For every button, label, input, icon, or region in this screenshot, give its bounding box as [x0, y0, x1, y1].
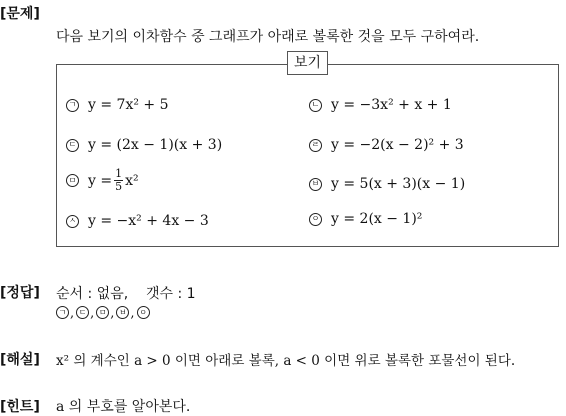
problem-label: [문제]	[0, 6, 40, 22]
option-4	[309, 137, 464, 153]
option-marker: ㅅ	[66, 215, 79, 228]
option-equation: y = −3x² + x + 1	[331, 97, 452, 113]
hint-text: a 의 부호를 알아본다.	[56, 399, 191, 415]
option-6	[309, 176, 465, 192]
option-marker: ㄱ	[66, 99, 79, 112]
problem-text: 다음 보기의 이차함수 중 그래프가 아래로 볼록한 것을 모두 구하여라.	[56, 29, 480, 45]
answer-label: [정답]	[0, 285, 40, 301]
option-equation: y = (2x − 1)(x + 3)	[88, 137, 223, 153]
option-5	[66, 168, 139, 193]
option-marker: ㅁ	[66, 174, 79, 187]
option-1	[66, 97, 169, 113]
answer-separator: ,	[110, 306, 115, 321]
option-equation: y = −x² + 4x − 3	[88, 213, 209, 229]
explanation-label: [해설]	[0, 352, 40, 368]
answer-markers	[56, 306, 150, 321]
answer-marker: ㄷ	[76, 306, 89, 319]
answer-marker: ㅇ	[137, 306, 150, 319]
option-equation: y = 2(x − 1)²	[331, 211, 423, 227]
explanation-text: x² 의 계수인 a > 0 이면 아래로 볼록, a < 0 이면 위로 볼록한 포물선이 된다.	[56, 353, 516, 369]
option-marker: ㄷ	[66, 139, 79, 152]
option-equation: y = 7x² + 5	[88, 97, 169, 113]
fraction	[114, 168, 123, 193]
options-box-label: 보기	[287, 51, 328, 75]
option-2	[309, 97, 452, 113]
answer-separator: ,	[130, 306, 135, 321]
answer-separator: ,	[90, 306, 95, 321]
option-marker: ㄴ	[309, 99, 322, 112]
answer-summary: 순서 : 없음, 갯수 : 1	[56, 286, 196, 302]
option-marker: ㄹ	[309, 139, 322, 152]
option-equation-suffix: x²	[125, 172, 139, 189]
fraction-denominator: 5	[115, 180, 123, 193]
option-marker: ㅂ	[309, 178, 322, 191]
hint-label: [힌트]	[0, 399, 40, 415]
option-7	[66, 213, 209, 229]
option-equation: y = −2(x − 2)² + 3	[331, 137, 464, 153]
option-3	[66, 137, 222, 153]
option-marker: ㅇ	[309, 213, 322, 226]
answer-marker: ㅁ	[96, 306, 109, 319]
fraction-numerator: 1	[115, 167, 123, 180]
option-equation: y = 5(x + 3)(x − 1)	[331, 176, 466, 192]
option-equation-prefix: y =	[88, 172, 113, 189]
answer-separator: ,	[70, 306, 75, 321]
option-8	[309, 211, 422, 227]
answer-marker: ㄱ	[56, 306, 69, 319]
answer-marker: ㅂ	[116, 306, 129, 319]
